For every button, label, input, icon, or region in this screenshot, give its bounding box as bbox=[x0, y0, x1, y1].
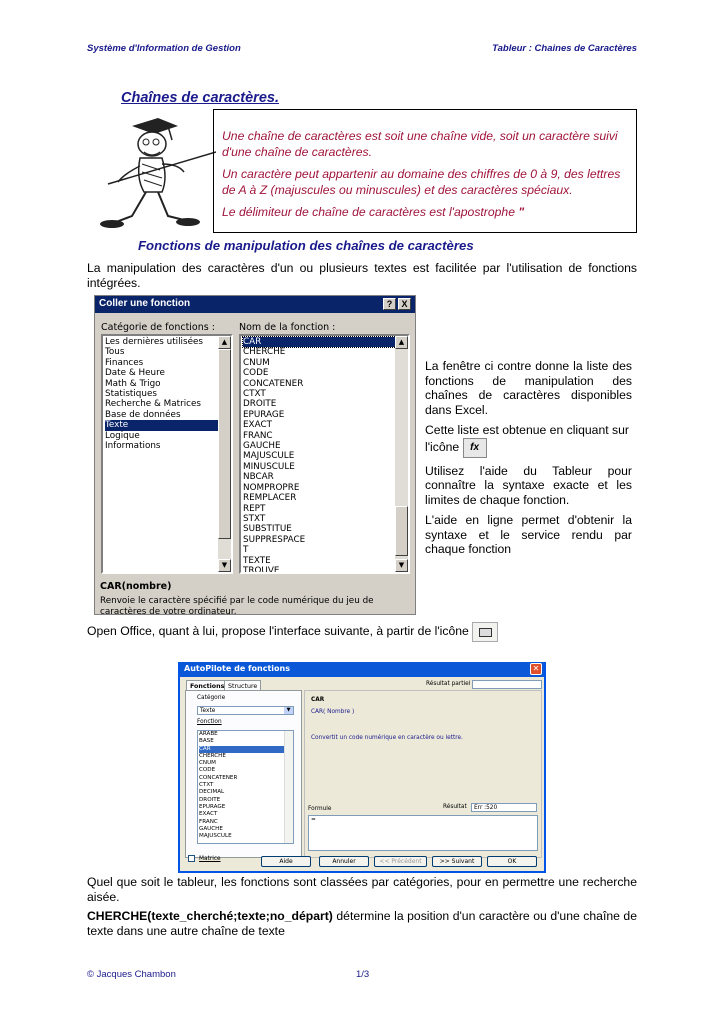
list-item[interactable]: STXT bbox=[243, 513, 266, 524]
list-item[interactable]: REPT bbox=[243, 503, 266, 514]
list-item[interactable]: SUPPRESPACE bbox=[243, 534, 306, 545]
next-button[interactable]: >> Suivant bbox=[432, 856, 482, 867]
formula-input[interactable]: = bbox=[308, 815, 538, 851]
header-left: Système d'Information de Gestion bbox=[87, 43, 241, 54]
function-name-label: Nom de la fonction : bbox=[239, 322, 336, 333]
formula-label: Formule bbox=[308, 806, 332, 812]
list-item[interactable]: Base de données bbox=[105, 409, 181, 420]
list-item[interactable]: CTXT bbox=[199, 782, 214, 789]
side-paragraph-2: Cette liste est obtenue en cliquant sur l'icône fx bbox=[425, 423, 632, 458]
category-label: Catégorie de fonctions : bbox=[101, 322, 215, 333]
list-item[interactable]: Recherche & Matrices bbox=[105, 399, 201, 410]
list-item[interactable]: MINUSCULE bbox=[243, 461, 295, 472]
list-item[interactable]: CONCATENER bbox=[199, 774, 238, 781]
scroll-down-icon[interactable]: ▼ bbox=[218, 559, 231, 572]
list-item[interactable]: TROUVE bbox=[243, 565, 280, 574]
list-item[interactable]: T bbox=[243, 545, 249, 556]
list-item[interactable]: CNUM bbox=[199, 760, 217, 767]
intro-paragraph-3: Le délimiteur de chaîne de caractères est l'apostrophe " bbox=[222, 205, 525, 219]
list-item[interactable]: Date & Heure bbox=[105, 368, 165, 379]
help-button[interactable]: ? bbox=[383, 298, 396, 310]
selected-function-description: Renvoie le caractère spécifié par le code numérique du jeu de caractères de votre ordinateur. bbox=[100, 596, 374, 617]
list-item[interactable]: CAR bbox=[243, 337, 406, 347]
result-label: Résultat bbox=[443, 804, 467, 810]
fx-icon[interactable]: fx bbox=[463, 438, 487, 458]
oo-category-select[interactable]: Texte ▼ bbox=[197, 706, 294, 715]
oo-fn-syntax: CAR( Nombre ) bbox=[311, 709, 355, 715]
list-item[interactable]: Logique bbox=[105, 430, 140, 441]
oo-function-label: Fonction bbox=[197, 719, 222, 725]
list-item[interactable]: GAUCHE bbox=[199, 825, 223, 832]
list-item[interactable]: BASE bbox=[199, 738, 214, 745]
scroll-up-icon[interactable]: ▲ bbox=[395, 336, 408, 349]
openoffice-function-wizard bbox=[178, 662, 546, 873]
list-item[interactable]: FRANC bbox=[243, 430, 273, 441]
page-title: Chaînes de caractères. bbox=[121, 90, 279, 106]
selected-function-syntax: CAR(nombre) bbox=[100, 581, 172, 592]
list-item[interactable]: Informations bbox=[105, 441, 161, 452]
intro-box bbox=[213, 109, 637, 233]
list-item[interactable]: REMPLACER bbox=[243, 493, 297, 504]
apostrophe-glyph: " bbox=[518, 205, 525, 219]
previous-button[interactable]: << Précédent bbox=[374, 856, 427, 867]
list-item[interactable]: DROITE bbox=[243, 399, 277, 410]
category-scrollbar[interactable] bbox=[218, 336, 231, 572]
section-subtitle: Fonctions de manipulation des chaînes de caractères bbox=[138, 238, 474, 253]
list-item[interactable]: CNUM bbox=[243, 357, 270, 368]
chevron-down-icon[interactable]: ▼ bbox=[284, 707, 293, 714]
function-scrollbar[interactable] bbox=[395, 336, 408, 572]
list-item[interactable]: Les dernières utilisées bbox=[105, 337, 203, 347]
list-item[interactable]: EXACT bbox=[243, 420, 272, 431]
tab-functions[interactable]: Fonctions bbox=[186, 680, 228, 692]
paragraph-categories: Quel que soit le tableur, les fonctions sont classées par catégories, pour en permettre une recherche aisée. bbox=[87, 875, 637, 904]
list-item[interactable]: NBCAR bbox=[243, 472, 274, 483]
list-item[interactable]: TEXTE bbox=[243, 555, 271, 566]
list-item[interactable]: SUBSTITUE bbox=[243, 524, 292, 535]
partial-result-label: Résultat partiel bbox=[426, 681, 471, 687]
side-text bbox=[425, 359, 632, 563]
oo-fn-desc: Convertit un code numérique en caractère ou lettre. bbox=[311, 735, 463, 741]
list-item[interactable]: EXACT bbox=[199, 811, 218, 818]
list-item[interactable]: CAR bbox=[199, 746, 293, 753]
list-item[interactable]: Statistiques bbox=[105, 389, 157, 400]
oo-fn-name: CAR bbox=[311, 697, 325, 703]
side-paragraph-4: L'aide en ligne permet d'obtenir la syntaxe et le service rendu par chaque fonction bbox=[425, 513, 632, 556]
list-item[interactable]: Texte bbox=[105, 420, 229, 430]
scroll-thumb[interactable] bbox=[218, 349, 231, 539]
function-list[interactable] bbox=[239, 334, 410, 574]
list-item[interactable]: CODE bbox=[243, 368, 269, 379]
list-item[interactable]: CHERCHE bbox=[199, 752, 226, 759]
header-right: Tableur : Chaines de Caractères bbox=[492, 43, 637, 54]
cancel-button[interactable]: Annuler bbox=[319, 856, 369, 867]
student-illustration bbox=[88, 108, 216, 236]
list-item[interactable]: Tous bbox=[105, 347, 125, 358]
excel-paste-function-dialog bbox=[94, 295, 416, 615]
list-item[interactable]: EPURAGE bbox=[199, 803, 226, 810]
list-item[interactable]: DROITE bbox=[199, 796, 221, 803]
list-item[interactable]: EPURAGE bbox=[243, 409, 285, 420]
list-item[interactable]: GAUCHE bbox=[243, 441, 281, 452]
intro-paragraph-2: Un caractère peut appartenir au domaine des chiffres de 0 à 9, des lettres de A à Z (majuscules ou minuscules) et des caractères spéciaux. bbox=[222, 167, 621, 197]
oo-function-list[interactable] bbox=[197, 730, 294, 844]
excel-dialog-title: Coller une fonction bbox=[99, 298, 191, 309]
oo-scrollbar[interactable] bbox=[284, 731, 293, 843]
list-item[interactable]: MAJUSCULE bbox=[243, 451, 295, 462]
category-list[interactable] bbox=[101, 334, 233, 574]
function-wizard-icon[interactable] bbox=[472, 622, 498, 642]
matrix-checkbox[interactable]: Matrice bbox=[188, 855, 221, 862]
list-item[interactable]: CTXT bbox=[243, 389, 266, 400]
scroll-up-icon[interactable]: ▲ bbox=[218, 336, 231, 349]
scroll-down-icon[interactable]: ▼ bbox=[395, 559, 408, 572]
list-item[interactable]: Finances bbox=[105, 357, 144, 368]
footer-page-number: 1/3 bbox=[356, 969, 370, 980]
cherche-syntax: CHERCHE(texte_cherché;texte;no_départ) bbox=[87, 909, 333, 923]
paragraph-openoffice: Open Office, quant à lui, propose l'interface suivante, à partir de l'icône bbox=[87, 622, 637, 642]
side-paragraph-3: Utilisez l'aide du Tableur pour connaître la syntaxe exacte et les limites de chaque fonction. bbox=[425, 463, 632, 507]
scroll-thumb[interactable] bbox=[395, 506, 408, 556]
footer-author: © Jacques Chambon bbox=[87, 969, 176, 980]
oo-titlebar bbox=[180, 662, 544, 677]
list-item[interactable]: CODE bbox=[199, 767, 216, 774]
intro-paragraph-1: Une chaîne de caractères est soit une chaîne vide, soit un caractère suivi d'une chaîne de caractères. bbox=[222, 129, 618, 159]
tab-structure[interactable]: Structure bbox=[224, 680, 261, 692]
list-item[interactable]: ARABE bbox=[199, 731, 218, 737]
list-item[interactable]: CHERCHE bbox=[243, 347, 286, 358]
result-field: Err :520 bbox=[471, 803, 537, 812]
paragraph-cherche: CHERCHE(texte_cherché;texte;no_départ) détermine la position d'un caractère ou d'une chaîne de texte dans une autre chaîne de texte bbox=[87, 909, 637, 938]
list-item[interactable]: MAJUSCULE bbox=[199, 833, 232, 840]
list-item[interactable]: CONCATENER bbox=[243, 378, 304, 389]
list-item[interactable]: NOMPROPRE bbox=[243, 482, 300, 493]
help-button[interactable]: Aide bbox=[261, 856, 311, 867]
close-icon[interactable]: ✕ bbox=[530, 663, 542, 675]
oo-category-label: Catégorie bbox=[197, 695, 226, 701]
list-item[interactable]: FRANC bbox=[199, 818, 218, 825]
ok-button[interactable]: OK bbox=[487, 856, 537, 867]
list-item[interactable]: DECIMAL bbox=[199, 789, 225, 796]
excel-dialog-titlebar bbox=[95, 296, 415, 313]
close-button[interactable]: X bbox=[398, 298, 411, 310]
partial-result-field bbox=[472, 680, 542, 689]
side-paragraph-1: La fenêtre ci contre donne la liste des fonctions de manipulation des chaînes de caractères disponibles dans Excel. bbox=[425, 359, 632, 417]
list-item[interactable]: Math & Trigo bbox=[105, 378, 161, 389]
paragraph-intro-functions: La manipulation des caractères d'un ou plusieurs textes est facilitée par l'utilisation de fonctions intégrées. bbox=[87, 261, 637, 290]
oo-title: AutoPilote de fonctions bbox=[184, 664, 290, 673]
